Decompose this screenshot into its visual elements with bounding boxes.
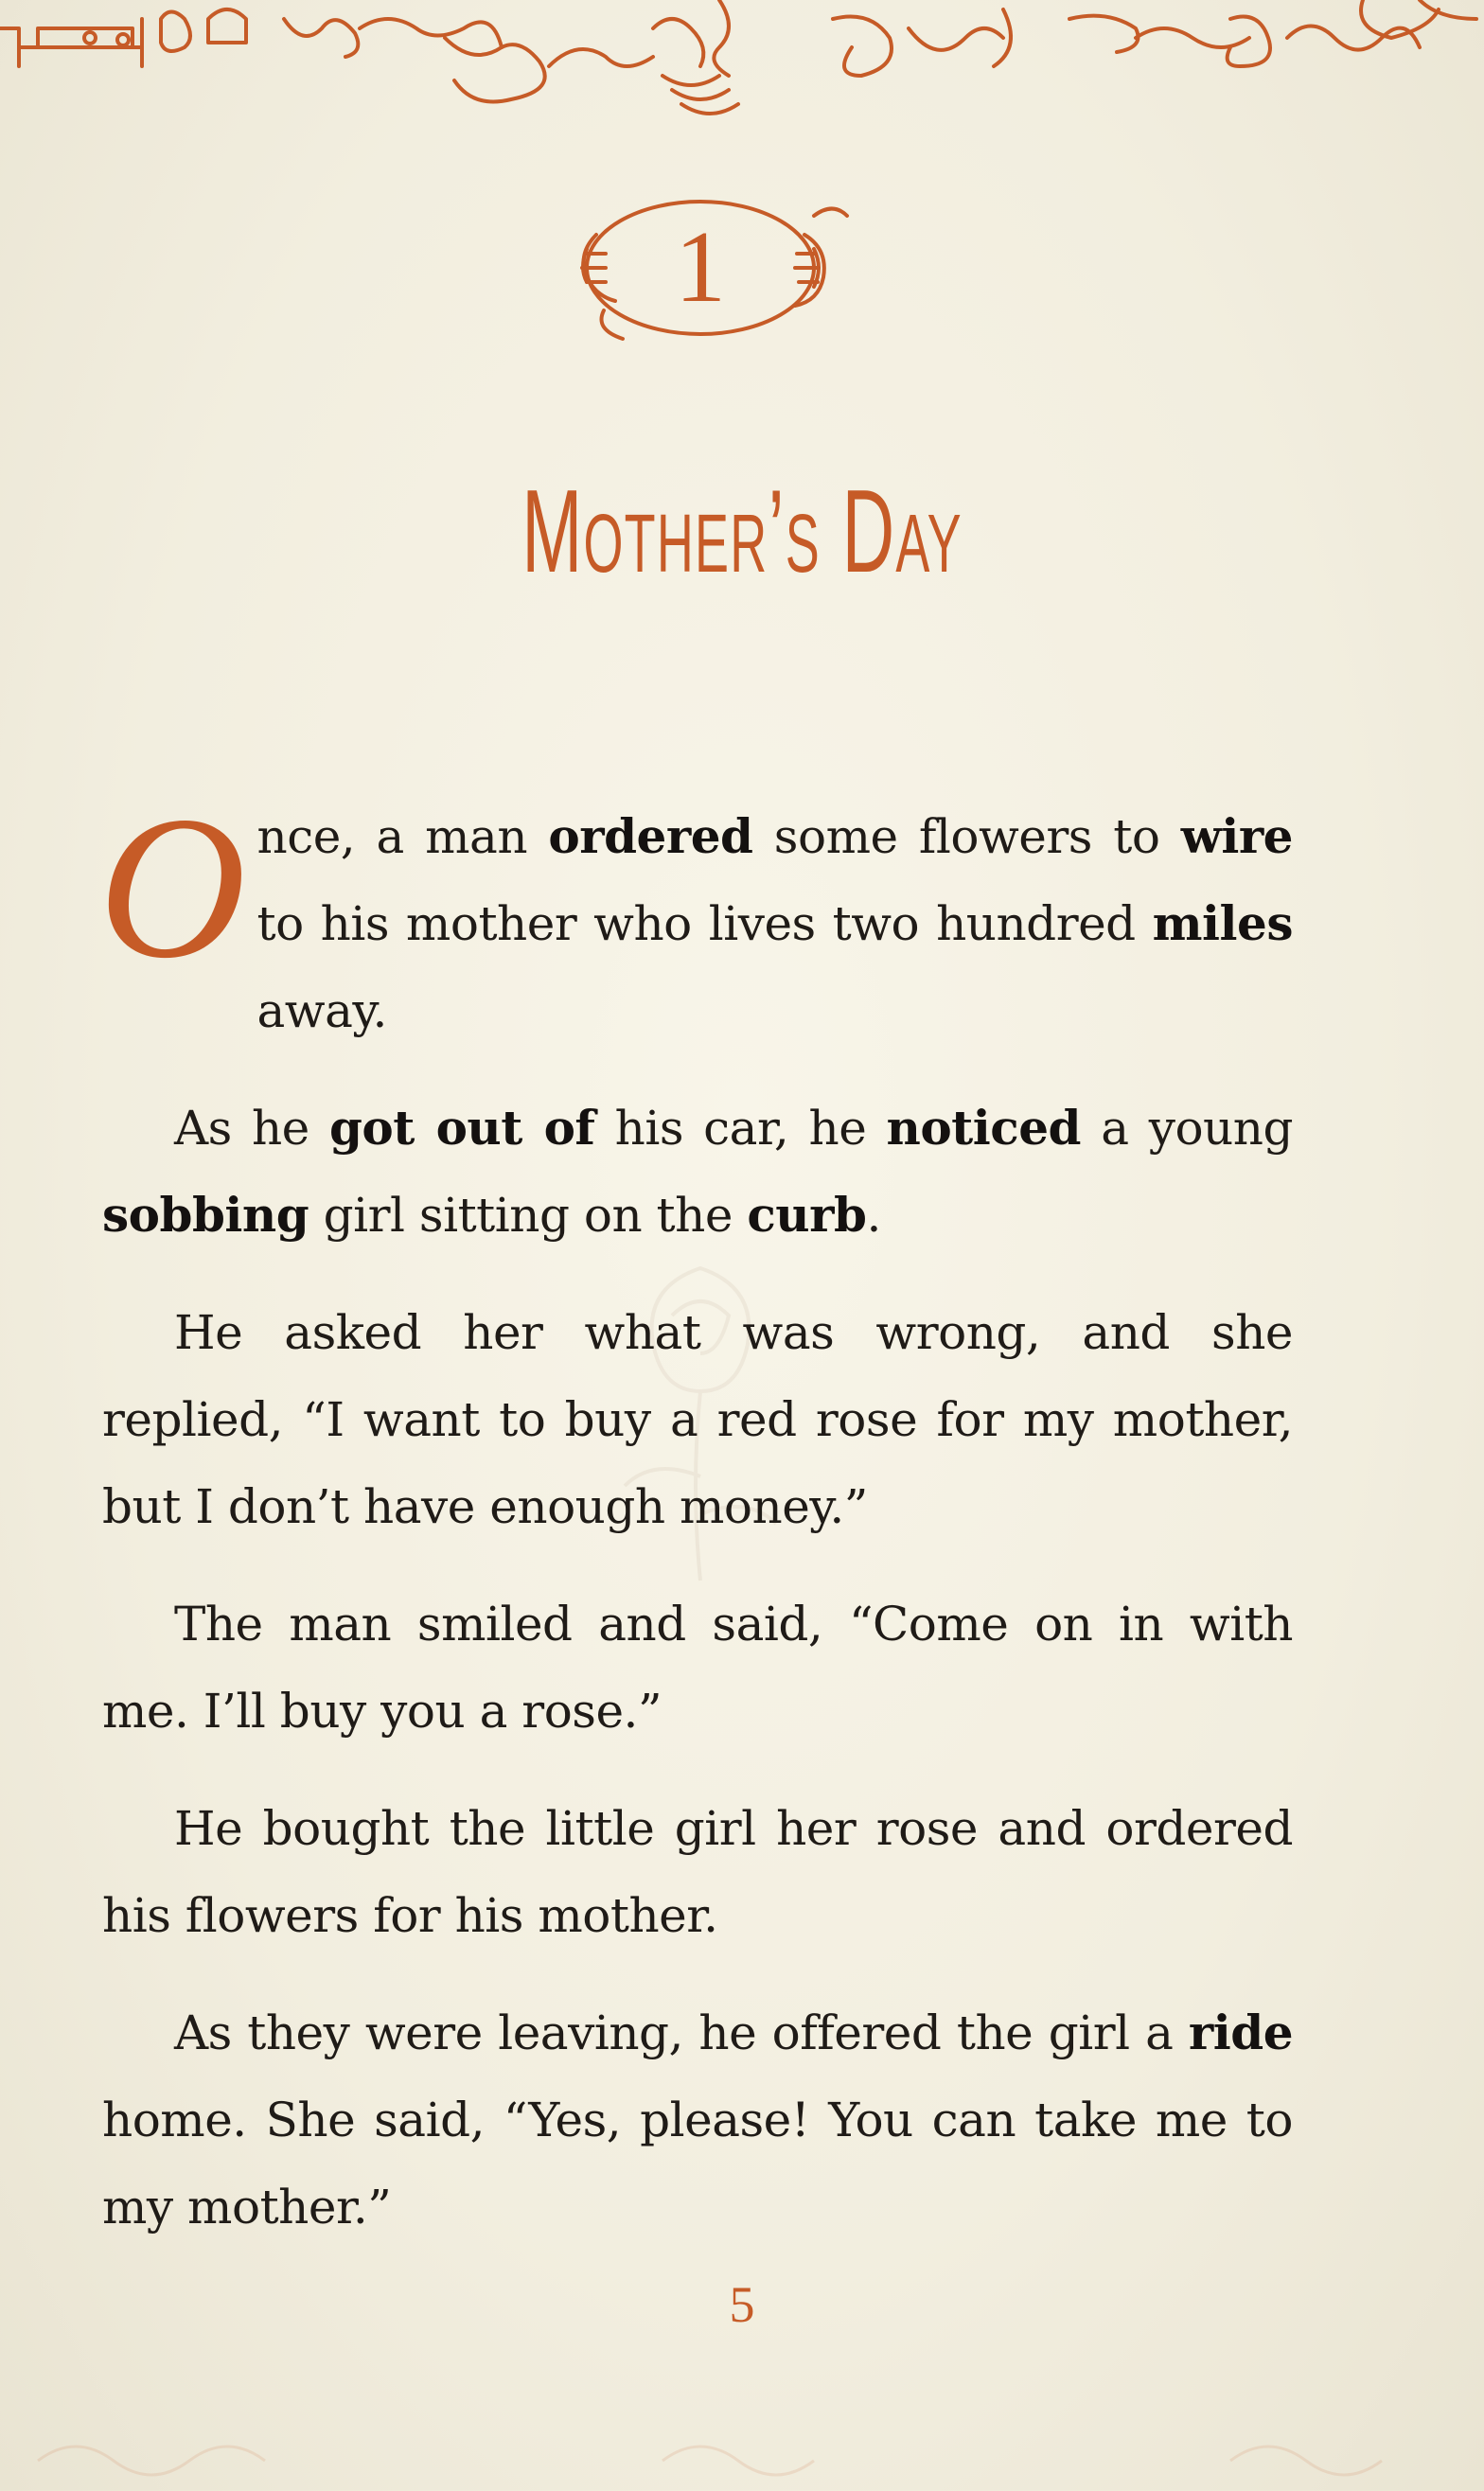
vocab-word: miles <box>1152 895 1293 951</box>
drop-cap: O <box>98 774 246 1000</box>
paragraph-1-text <box>257 809 1294 1038</box>
chapter-title: Mother’s Day <box>521 467 963 597</box>
paragraph-1 <box>98 774 1293 1054</box>
chapter-badge <box>530 178 871 358</box>
paragraph-3: He asked her what was wrong, and she replied, “I want to buy a red rose for my mother, but I don’t have enough money.” <box>102 1305 1293 1534</box>
paragraph-6-text <box>102 2005 1293 2235</box>
vocab-word: sobbing <box>102 1187 309 1243</box>
text-run: to his mother who lives two hundred <box>256 896 1153 951</box>
paragraph-2 <box>102 1085 1293 1259</box>
top-doodle-border <box>0 0 1484 132</box>
vocab-word: ride <box>1188 2005 1293 2060</box>
text-run: some flowers to <box>752 809 1181 864</box>
paragraph-5: He bought the little girl her rose and ordered his flowers for his mother. <box>102 1801 1293 1943</box>
text-run: home. She said, “Yes, please! You can take me to my mother.” <box>102 2093 1293 2235</box>
text-run: a young <box>1081 1101 1293 1156</box>
text-run: away. <box>256 983 387 1038</box>
paragraph-4: The man smiled and said, “Come on in with me. I’ll buy you a rose.” <box>102 1597 1293 1739</box>
paragraph-2-text <box>102 1101 1293 1243</box>
vocab-word: noticed <box>886 1100 1081 1156</box>
text-run: . <box>866 1188 881 1243</box>
vocab-word: curb <box>747 1187 867 1243</box>
vocab-word: got out of <box>328 1100 595 1156</box>
text-run: nce, a man <box>256 809 549 864</box>
vocab-word: ordered <box>548 808 753 864</box>
text-run: girl sitting on the <box>309 1188 748 1243</box>
paragraph-6 <box>102 1989 1293 2251</box>
bottom-faint-border <box>0 2423 1484 2491</box>
vocab-word: wire <box>1180 808 1293 864</box>
story-body <box>98 774 1293 2281</box>
text-run: his car, he <box>594 1101 887 1156</box>
page-number: 5 <box>729 2276 755 2333</box>
chapter-number: 1 <box>675 211 726 324</box>
text-run: As they were leaving, he offered the girl a <box>174 2005 1189 2060</box>
text-run: As he <box>174 1101 329 1156</box>
